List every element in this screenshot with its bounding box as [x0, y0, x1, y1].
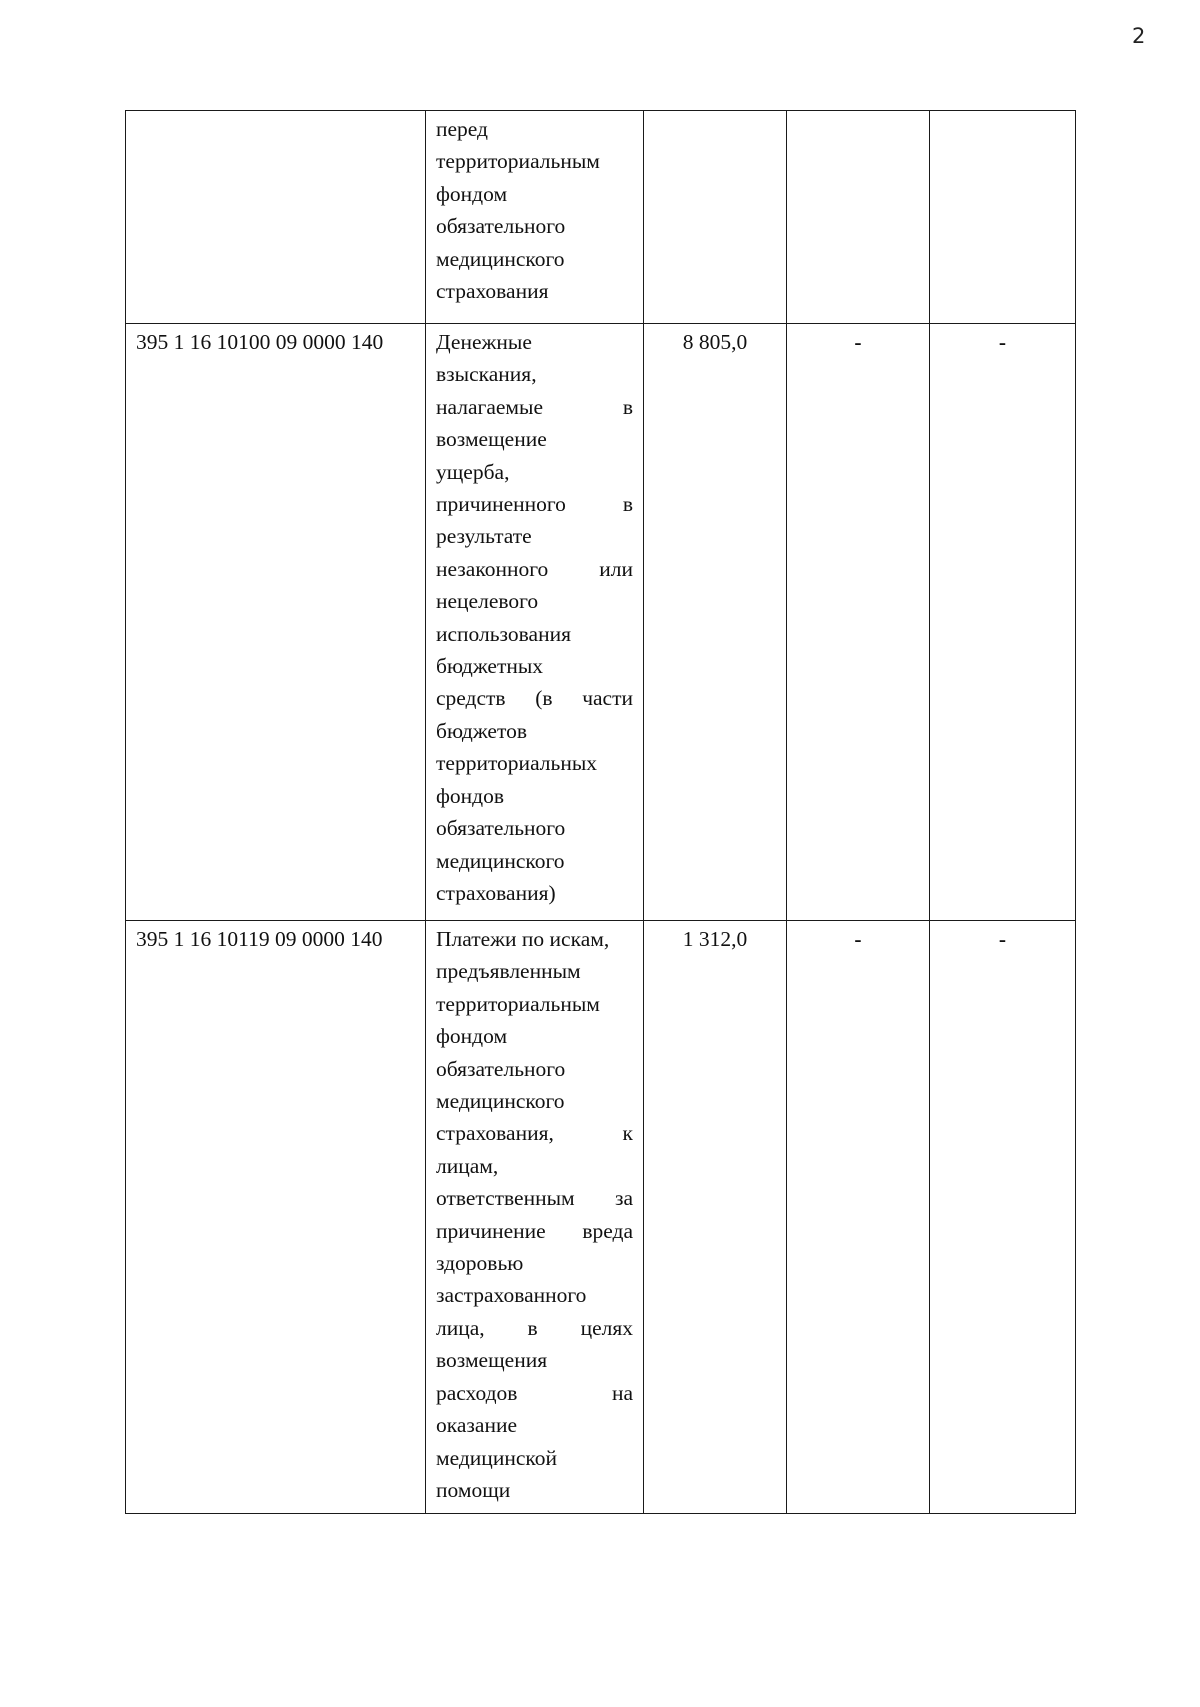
- name-line: фондом: [436, 1024, 508, 1049]
- name-line: помощи: [436, 1477, 511, 1502]
- name-line: бюджетных: [436, 654, 544, 679]
- name-line: предъявленным: [436, 959, 581, 984]
- name-line: оказание: [436, 1413, 518, 1438]
- table-row: [126, 921, 1076, 1514]
- name-line: здоровью: [436, 1251, 524, 1276]
- name-line: перед: [436, 117, 488, 141]
- name-line: обязательного: [436, 816, 566, 841]
- value-cell-2: [787, 324, 930, 921]
- budget-code-cell: [126, 111, 426, 324]
- page-number: 2: [1132, 24, 1146, 48]
- dash-mark: -: [998, 330, 1007, 354]
- name-line: лица, в целях: [436, 1315, 633, 1340]
- table-row: [126, 111, 1076, 324]
- name-line: обязательного: [436, 1056, 566, 1081]
- table-row: [126, 324, 1076, 921]
- name-line: застрахованного: [436, 1283, 587, 1308]
- revenue-name-cell: [426, 324, 644, 921]
- name-line: расходов на: [436, 1380, 633, 1405]
- name-line: страхования): [436, 880, 556, 905]
- name-line: взыскания,: [436, 362, 537, 387]
- name-line: территориальных: [436, 751, 598, 776]
- name-line: территориальным: [436, 991, 600, 1016]
- dash-mark: -: [854, 927, 862, 951]
- table-body: [126, 111, 1076, 1514]
- name-line: результате: [436, 524, 532, 549]
- amount-cell: 1 312,0: [644, 921, 787, 1514]
- name-line: использования: [436, 621, 571, 646]
- name-line: возмещение: [436, 427, 547, 452]
- value-cell-3: [930, 324, 1076, 921]
- name-line: медицинской: [436, 1445, 557, 1470]
- name-line: медицинского: [436, 848, 565, 873]
- revenue-name-cell: [426, 111, 644, 324]
- name-line: ответственным за: [436, 1186, 633, 1211]
- budget-revenue-table: [125, 110, 1076, 1514]
- dash-mark: -: [998, 927, 1007, 951]
- name-line: лицам,: [436, 1153, 499, 1178]
- name-line: территориальным: [436, 149, 600, 174]
- name-line: медицинского: [436, 1089, 565, 1114]
- name-line: обязательного: [436, 214, 566, 239]
- name-line: налагаемые в: [436, 394, 633, 419]
- name-line: причиненного в: [436, 492, 633, 517]
- name-line: фондов: [436, 783, 505, 808]
- budget-code-cell: 395 1 16 10119 09 0000 140: [126, 921, 426, 1514]
- budget-code-cell: 395 1 16 10100 09 0000 140: [126, 324, 426, 921]
- name-line: страхования: [436, 279, 549, 304]
- amount-cell: [644, 111, 787, 324]
- name-line: фондом: [436, 181, 508, 206]
- name-line: Денежные: [436, 330, 532, 354]
- name-line: страхования, к: [436, 1121, 633, 1146]
- name-line: бюджетов: [436, 718, 527, 743]
- name-line: нецелевого: [436, 589, 539, 614]
- name-line: незаконного или: [436, 556, 633, 581]
- name-line: причинение вреда: [436, 1218, 633, 1243]
- name-line: Платежи по искам,: [436, 927, 610, 951]
- name-line: ущерба,: [436, 459, 510, 484]
- value-cell-3: [930, 921, 1076, 1514]
- value-cell-2: [787, 111, 930, 324]
- value-cell-3: [930, 111, 1076, 324]
- name-line: медицинского: [436, 246, 565, 271]
- name-line: средств (в части: [436, 686, 633, 711]
- value-cell-2: [787, 921, 930, 1514]
- amount-cell: 8 805,0: [644, 324, 787, 921]
- name-line: возмещения: [436, 1348, 548, 1373]
- dash-mark: -: [854, 330, 862, 354]
- revenue-name-cell: [426, 921, 644, 1514]
